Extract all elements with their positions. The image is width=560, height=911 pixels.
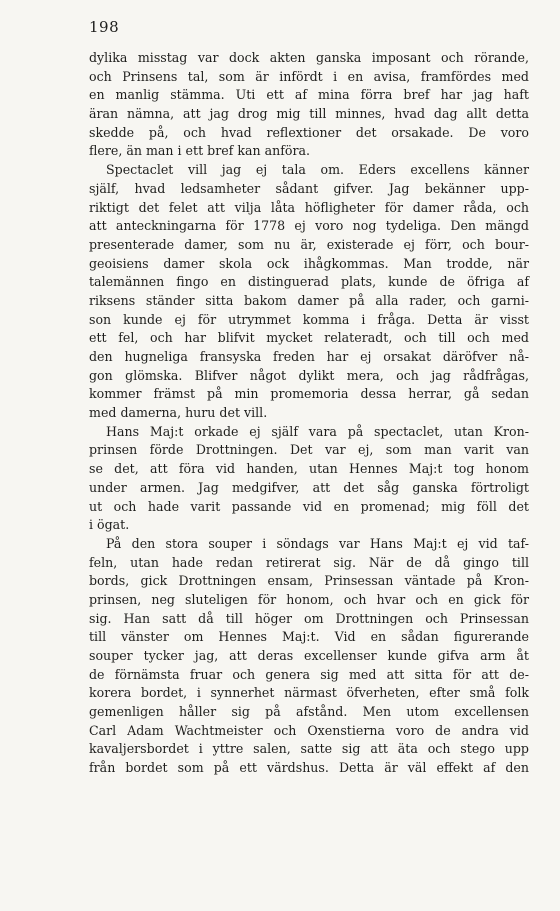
text-line: själf, hvad ledsamheter sådant gifver. Jag bekänner upp- [89, 180, 529, 196]
body-text [89, 49, 529, 778]
text-line: korera bordet, i synnerhet närmast öfverheten, efter små folk [89, 685, 529, 701]
paragraph [89, 423, 529, 535]
text-line: sig. Han satt då till höger om Drottningen och Prinsessan [89, 610, 529, 626]
text-line: från bordet som på ett värdshus. Detta är väl effekt af den [89, 760, 529, 776]
text-line: feln, utan hade redan retirerat sig. När de då gingo till [89, 554, 529, 570]
paragraph [89, 161, 529, 423]
text-line: i ögat. [89, 517, 130, 533]
text-line: gon glömska. Blifver något dylikt mera, och jag rådfrågas, [89, 367, 529, 383]
text-line: till vänster om Hennes Maj:t. Vid en sådan figurerande [89, 629, 529, 645]
text-line: son kunde ej för utrymmet komma i fråga. Detta är visst [89, 311, 529, 327]
text-line: under armen. Jag medgifver, att det såg ganska förtroligt [89, 479, 529, 495]
paragraph [89, 535, 529, 778]
paragraph [89, 49, 529, 161]
text-line: att anteckningarna för 1778 ej voro nog tydeliga. Den mängd [89, 218, 529, 234]
text-line: flere, än man i ett bref kan anföra. [89, 143, 310, 159]
text-line: och Prinsens tal, som är infördt i en avisa, framfördes med [89, 68, 529, 84]
text-line: souper tycker jag, att deras excellenser kunde gifva arm åt [89, 648, 529, 663]
text-line: skedde på, och hvad reflextioner det orsakade. De voro [89, 124, 529, 140]
text-line: presenterade damer, som nu är, existerade ej förr, och bour- [89, 236, 529, 252]
text-line: se det, att föra vid handen, utan Hennes Maj:t tog honom [89, 461, 529, 477]
text-line: ett fel, och har blifvit mycket relateradt, och till och med [89, 330, 529, 346]
text-line: med damerna, huru det vill. [89, 405, 268, 421]
text-line: äran nämna, att jag drog mig till minnes, hvad dag allt detta [89, 106, 529, 122]
text-line: kavaljersbordet i yttre salen, satte sig att äta och stego upp [89, 741, 529, 757]
text-line: geoisiens damer skola ock ihågkommas. Man trodde, när [89, 255, 529, 271]
text-line: kommer främst på min promemoria dessa herrar, gå sedan [89, 386, 529, 402]
text-line: prinsen, neg sluteligen för honom, och hvar och en gick för [89, 591, 529, 607]
text-line: riktigt det felet att vilja låta höfligheter för damer råda, och [89, 199, 529, 215]
text-line: den hugneliga fransyska freden har ej orsakat däröfver nå- [89, 349, 529, 364]
text-line: riksens ständer sitta bakom damer på alla rader, och garni- [89, 292, 529, 308]
page-number: 198 [89, 18, 120, 36]
text-line: ut och hade varit passande vid en promenad; mig föll det [89, 498, 529, 514]
text-line: Spectaclet vill jag ej tala om. Eders excellens känner [106, 162, 529, 178]
text-line: en manlig stämma. Uti ett af mina förra bref har jag haft [89, 87, 529, 103]
text-line: de förnämsta fruar och genera sig med att sitta för att de- [89, 666, 529, 682]
text-line: På den stora souper i söndags var Hans Maj:t ej vid taf- [106, 535, 529, 551]
text-line: talemännen fingo en distinguerad plats, kunde de öfriga af [89, 274, 529, 290]
text-line: prinsen förde Drottningen. Det var ej, som man varit van [89, 442, 529, 458]
text-line: dylika misstag var dock akten ganska imposant och rörande, [89, 50, 529, 65]
text-line: bords, gick Drottningen ensam, Prinsessan väntade på Kron- [89, 573, 529, 589]
text-line: gemenligen håller sig på afstånd. Men utom excellensen [89, 704, 529, 720]
text-line: Carl Adam Wachtmeister och Oxenstierna voro de andra vid [89, 722, 529, 738]
text-line: Hans Maj:t orkade ej själf vara på spectaclet, utan Kron- [106, 423, 529, 439]
